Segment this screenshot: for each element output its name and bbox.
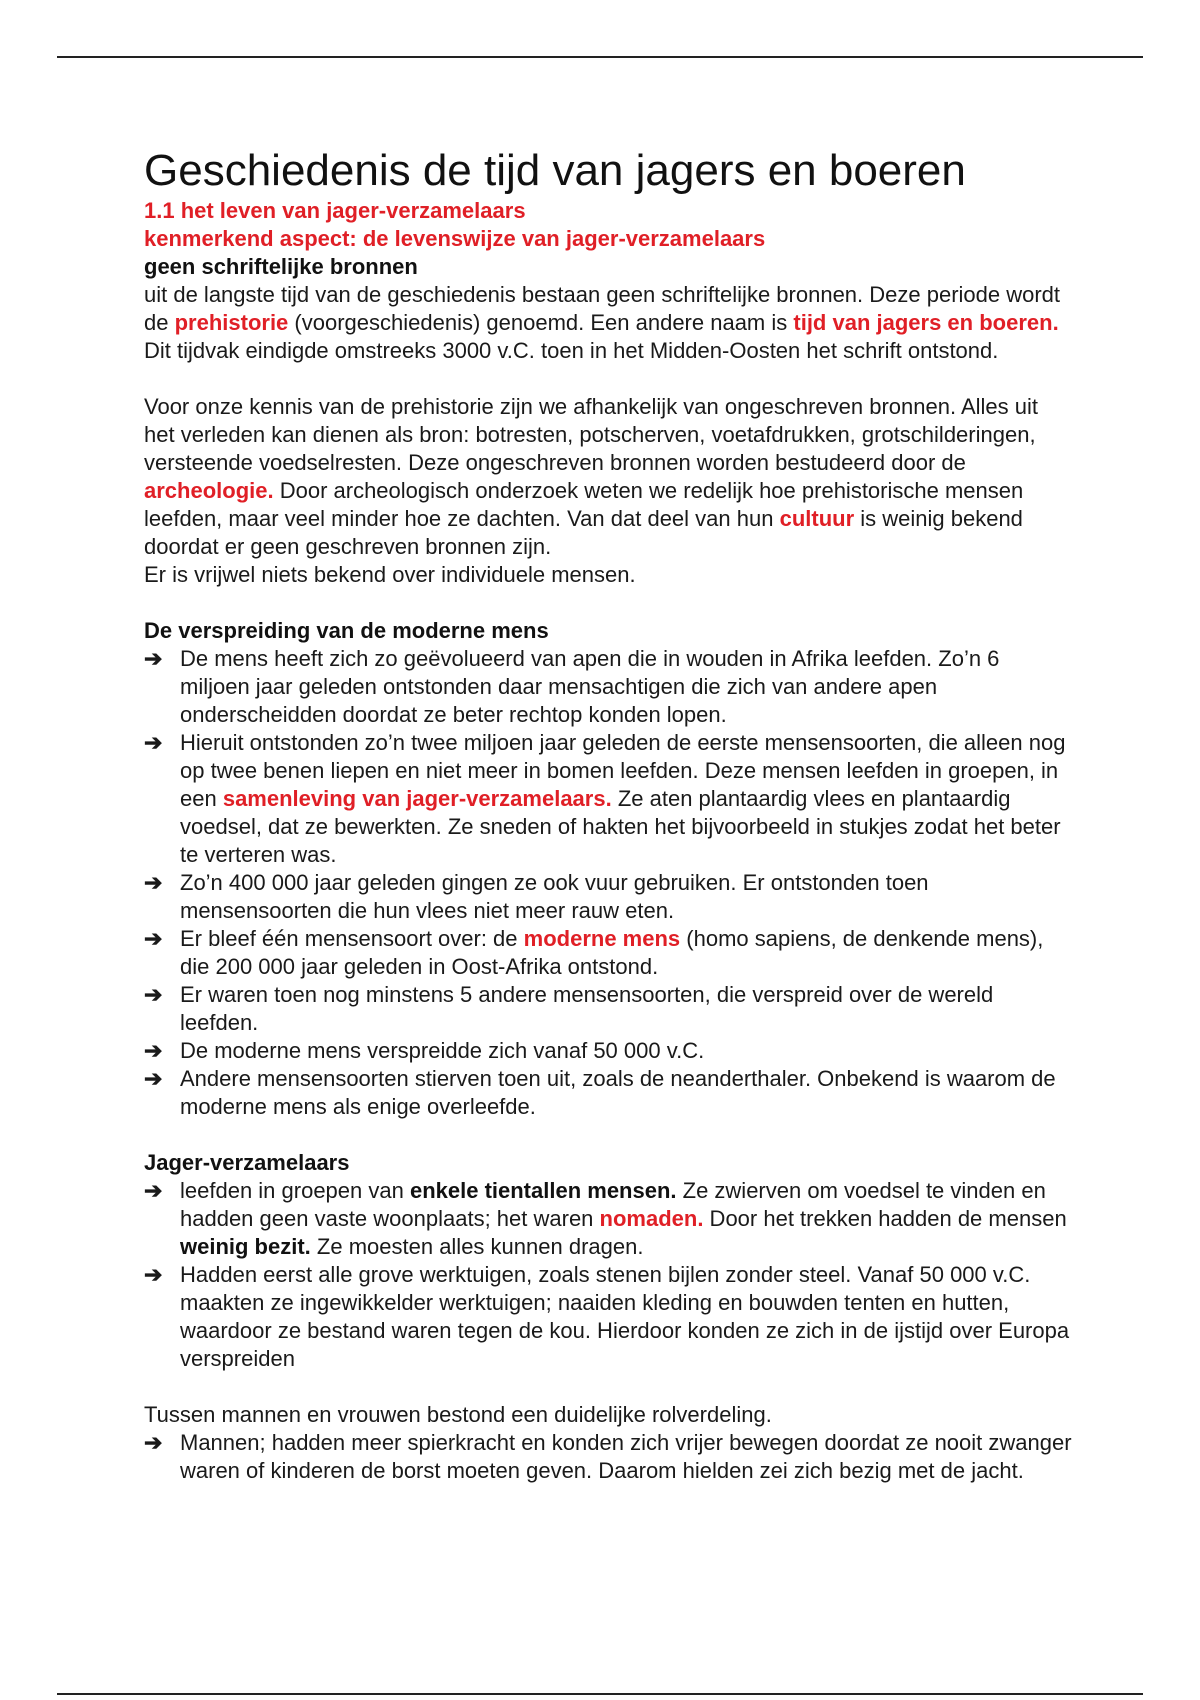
page-title: Geschiedenis de tijd van jagers en boeren [144,146,966,195]
term-samenleving: samenleving van jager-verzamelaars. [222,786,612,811]
aspect-heading: kenmerkend aspect: de levenswijze van jager-verzamelaars [144,226,766,251]
subheading-spread: De verspreiding van de moderne mens [144,618,549,643]
arrow-icon: ➔ [144,1038,163,1063]
term-archeologie: archeologie. [144,478,274,503]
text: Voor onze kennis van de prehistorie zijn we afhankelijk van ongeschreven bronnen. Alles uit het verleden kan dienen als bron: botresten, potscherven, voetafdrukken, grotschilderingen, versteende voedselresten. Deze ongeschreven bronnen worden bestudeerd door de [144,394,1038,475]
term-tijd-van-jagers: tijd van jagers en boeren. [793,310,1059,335]
paragraph-archeologie [144,393,1074,561]
list-item: ➔ Er waren toen nog minstens 5 andere mensensoorten, die verspreid over de wereld leefden. [144,982,994,1035]
term-moderne-mens: moderne mens [523,926,681,951]
list-item: ➔ Andere mensensoorten stierven toen uit, zoals de neanderthaler. Onbekend is waarom de moderne mens als enige overleefde. [144,1066,1056,1119]
text: Dit tijdvak eindigde omstreeks 3000 v.C. toen in het Midden-Oosten het schrift ontstond. [144,338,999,363]
spread-list [144,645,1074,1121]
term-cultuur: cultuur [779,506,855,531]
text: Door archeologisch onderzoek weten we redelijk hoe prehistorische mensen leefden, maar veel minder hoe ze dachten. Van dat deel van hun [144,478,1024,531]
arrow-icon: ➔ [144,646,163,671]
top-rule [57,56,1143,58]
arrow-icon: ➔ [144,870,163,895]
list-item: ➔ Hadden eerst alle grove werktuigen, zoals stenen bijlen zonder steel. Vanaf 50 000 v.C. maakten ze ingewikkelder werktuigen; naaiden kleding en bouwden tenten en hutten, waardoor ze bestand waren tegen de kou. Hierdoor konden ze zich in de ijstijd over Europa verspreiden [144,1262,1070,1371]
keyword-weinig-bezit: weinig bezit. [180,1234,311,1259]
text: (voorgeschiedenis) genoemd. Een andere naam is [288,310,794,335]
roles-list [144,1429,1074,1485]
keyword-enkele-tientallen: enkele tientallen mensen. [409,1178,677,1203]
list-item: ➔ De mens heeft zich zo geëvolueerd van apen die in wouden in Afrika leefden. Zo’n 6 miljoen jaar geleden ontstonden daar mensachtigen die zich van andere apen onderscheidden doordat ze beter rechtop konden lopen. [144,646,1000,727]
text: is weinig bekend doordat er geen geschreven bronnen zijn. [144,506,1023,559]
document-body [144,146,1074,1485]
arrow-icon: ➔ [144,926,163,951]
paragraph-sources [144,281,1074,365]
hunters-list [144,1177,1074,1373]
arrow-icon: ➔ [144,730,163,755]
subheading-hunters: Jager-verzamelaars [144,1150,350,1175]
arrow-icon: ➔ [144,1430,163,1455]
term-prehistorie: prehistorie [174,310,289,335]
term-nomaden: nomaden. [599,1206,704,1231]
list-item: ➔ Hieruit ontstonden zo’n twee miljoen jaar geleden de eerste mensensoorten, die alleen nog op twee benen liepen en niet meer in bomen leefden. Deze mensen leefden in groepen, in een samenleving van jager-verzamelaars. Ze aten plantaardig vlees en plantaardig voedsel, dat ze bewerkten. Ze sneden of hakten het bijvoorbeeld in stukjes zodat het beter te verteren was. [144,730,1066,867]
section-heading: 1.1 het leven van jager-verzamelaars [144,198,526,223]
list-item: ➔ Mannen; hadden meer spierkracht en konden zich vrijer bewegen doordat ze nooit zwanger waren of kinderen de borst moeten geven. Daarom hielden zei zich bezig met de jacht. [144,1430,1072,1483]
arrow-icon: ➔ [144,1066,163,1091]
list-item: ➔ Zo’n 400 000 jaar geleden gingen ze ook vuur gebruiken. Er ontstonden toen mensensoorten die hun vlees niet meer rauw eten. [144,870,929,923]
bottom-rule [57,1693,1143,1695]
list-item: ➔ Er bleef één mensensoort over: de moderne mens (homo sapiens, de denkende mens), die 200 000 jaar geleden in Oost-Afrika ontstond. [144,926,1044,979]
paragraph-roles: Tussen mannen en vrouwen bestond een duidelijke rolverdeling. [144,1402,772,1427]
list-item: ➔ leefden in groepen van enkele tientallen mensen. Ze zwierven om voedsel te vinden en hadden geen vaste woonplaats; het waren nomaden. Door het trekken hadden de mensen weinig bezit. Ze moesten alles kunnen dragen. [144,1178,1067,1259]
arrow-icon: ➔ [144,1178,163,1203]
arrow-icon: ➔ [144,982,163,1007]
paragraph-individuals: Er is vrijwel niets bekend over individuele mensen. [144,562,636,587]
list-item: ➔ De moderne mens verspreidde zich vanaf 50 000 v.C. [144,1038,705,1063]
text: uit de langste tijd van de geschiedenis bestaan geen schriftelijke bronnen. Deze periode wordt de [144,282,1061,335]
arrow-icon: ➔ [144,1262,163,1287]
subheading-sources: geen schriftelijke bronnen [144,254,418,279]
